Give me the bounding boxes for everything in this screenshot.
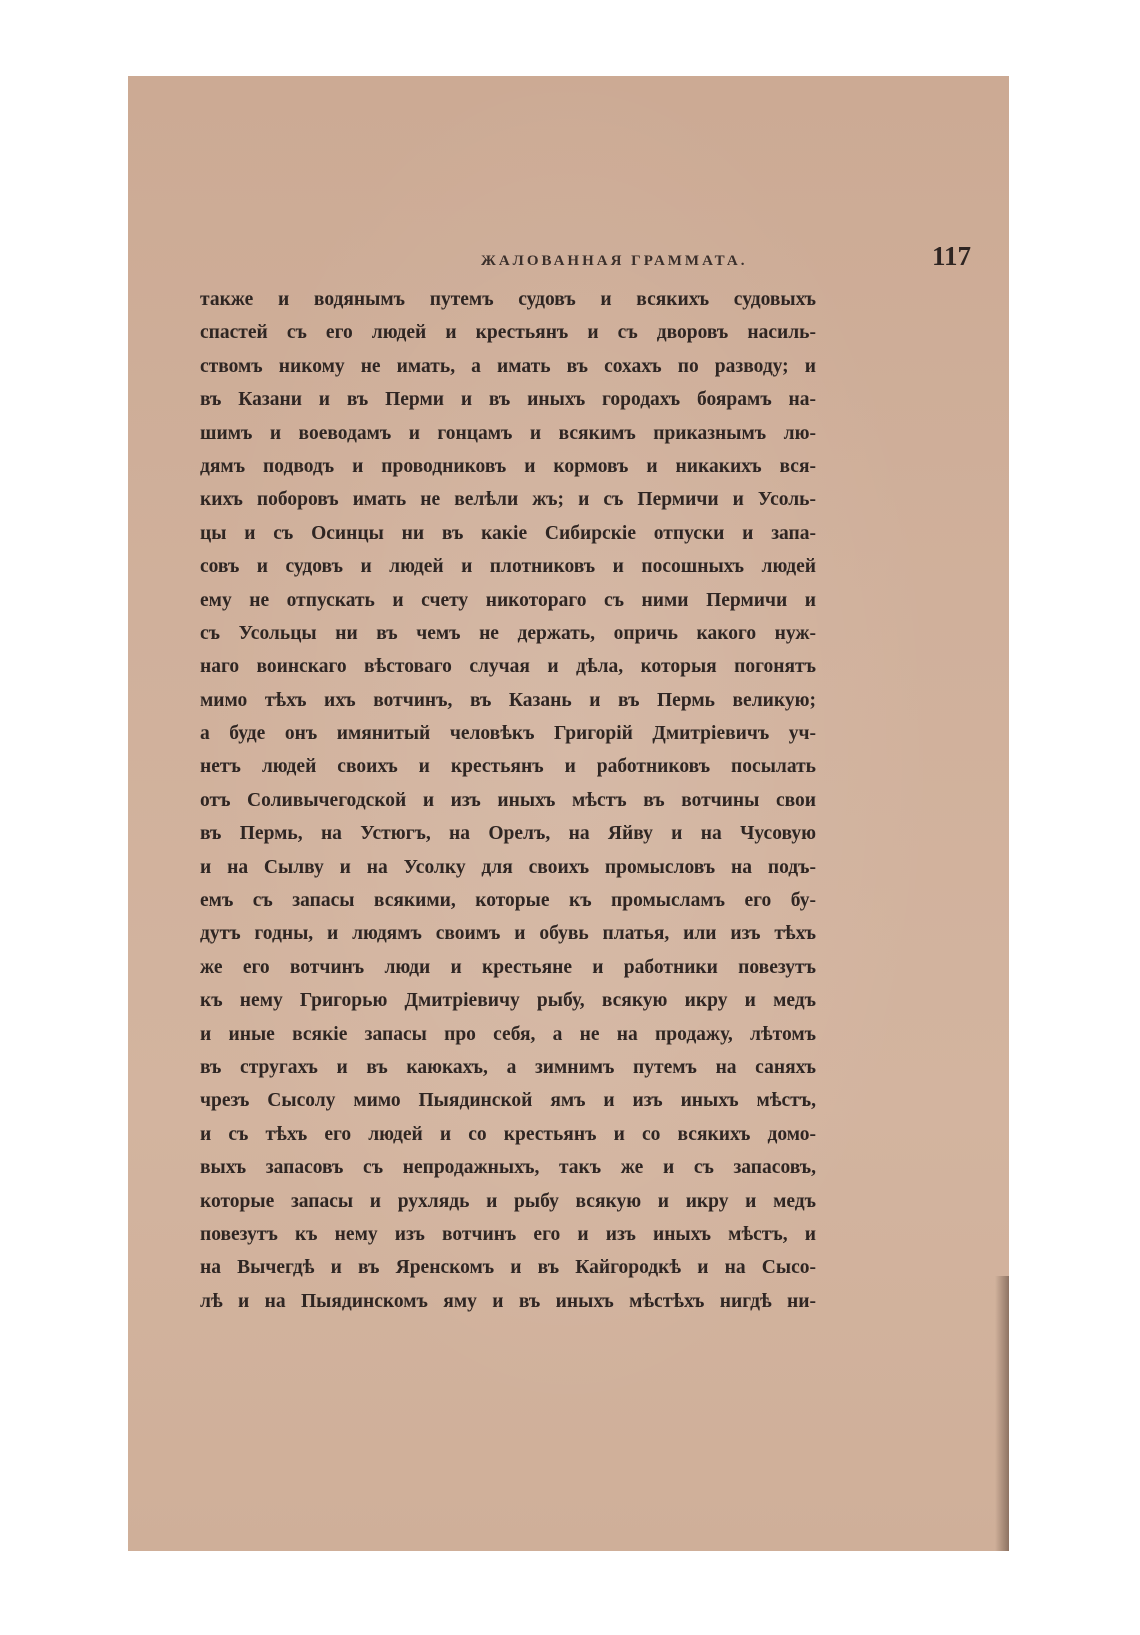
text-line: съ Усольцы ни въ чемъ не держать, опричь какого нуж-	[200, 622, 816, 644]
text-line: дямъ подводъ и проводниковъ и кормовъ и никакихъ вся-	[200, 455, 816, 477]
page-number: 117	[931, 241, 971, 271]
text-line: и иные всякіе запасы про себя, а не на продажу, лѣтомъ	[200, 1023, 816, 1045]
text-line: спастей съ его людей и крестьянъ и съ дворовъ насиль-	[200, 322, 816, 344]
text-line: цы и съ Осинцы ни въ какіе Сибирскіе отпуски и запа-	[200, 522, 816, 544]
text-line: и на Сылву и на Усолку для своихъ промысловъ на подъ-	[200, 856, 816, 878]
text-line: шимъ и воеводамъ и гонцамъ и всякимъ приказнымъ лю-	[200, 422, 816, 444]
text-line: а буде онъ имянитый человѣкъ Григорій Дмитріевичъ уч-	[200, 723, 816, 745]
page-header	[355, 241, 971, 281]
text-line: чрезъ Сысолу мимо Пыядинской ямъ и изъ иныхъ мѣстъ,	[200, 1090, 816, 1112]
text-line: на Вычегдѣ и въ Яренскомъ и въ Кайгородкѣ и на Сысо-	[200, 1257, 816, 1279]
running-title: ЖАЛОВАННАЯ ГРАММАТА.	[481, 253, 748, 269]
text-line: лѣ и на Пыядинскомъ яму и въ иныхъ мѣстѣхъ нигдѣ ни-	[200, 1290, 816, 1312]
text-line: также и водянымъ путемъ судовъ и всякихъ судовыхъ	[200, 289, 816, 310]
text-line: нетъ людей своихъ и крестьянъ и работниковъ посылать	[200, 756, 816, 778]
text-line: наго воинскаго вѣстоваго случая и дѣла, которыя погонятъ	[200, 656, 816, 678]
text-line: же его вотчинъ люди и крестьяне и работники повезутъ	[200, 956, 816, 978]
text-line: и съ тѣхъ его людей и со крестьянъ и со всякихъ домо-	[200, 1123, 816, 1145]
text-line: выхъ запасовъ съ непродажныхъ, такъ же и съ запасовъ,	[200, 1157, 816, 1179]
text-line: повезутъ къ нему изъ вотчинъ его и изъ иныхъ мѣстъ, и	[200, 1223, 816, 1245]
text-line: къ нему Григорью Дмитріевичу рыбу, всякую икру и медъ	[200, 990, 816, 1012]
text-line: въ Казани и въ Перми и въ иныхъ городахъ боярамъ на-	[200, 389, 816, 411]
text-line: въ Пермь, на Устюгъ, на Орелъ, на Яйву и на Чусовую	[200, 823, 816, 845]
text-line: кихъ поборовъ имать не велѣли жъ; и съ Пермичи и Усоль-	[200, 489, 816, 511]
body-text	[200, 283, 816, 1318]
text-line: совъ и судовъ и людей и плотниковъ и посошныхъ людей	[200, 556, 816, 578]
text-line: ему не отпускать и счету никотораго съ ними Пермичи и	[200, 589, 816, 611]
text-line: мимо тѣхъ ихъ вотчинъ, въ Казань и въ Пермь великую;	[200, 689, 816, 711]
text-line: ствомъ никому не имать, а имать въ сохахъ по разводу; и	[200, 355, 816, 377]
text-line: дутъ годны, и людямъ своимъ и обувь платья, или изъ тѣхъ	[200, 923, 816, 945]
text-line: въ стругахъ и въ каюкахъ, а зимнимъ путемъ на саняхъ	[200, 1056, 816, 1078]
text-line: емъ съ запасы всякими, которые къ промысламъ его бу-	[200, 890, 816, 912]
text-line: которые запасы и рухлядь и рыбу всякую и икру и медъ	[200, 1190, 816, 1212]
text-line: отъ Соливычегодской и изъ иныхъ мѣстъ въ вотчины свои	[200, 789, 816, 811]
scanned-page	[128, 76, 1009, 1551]
